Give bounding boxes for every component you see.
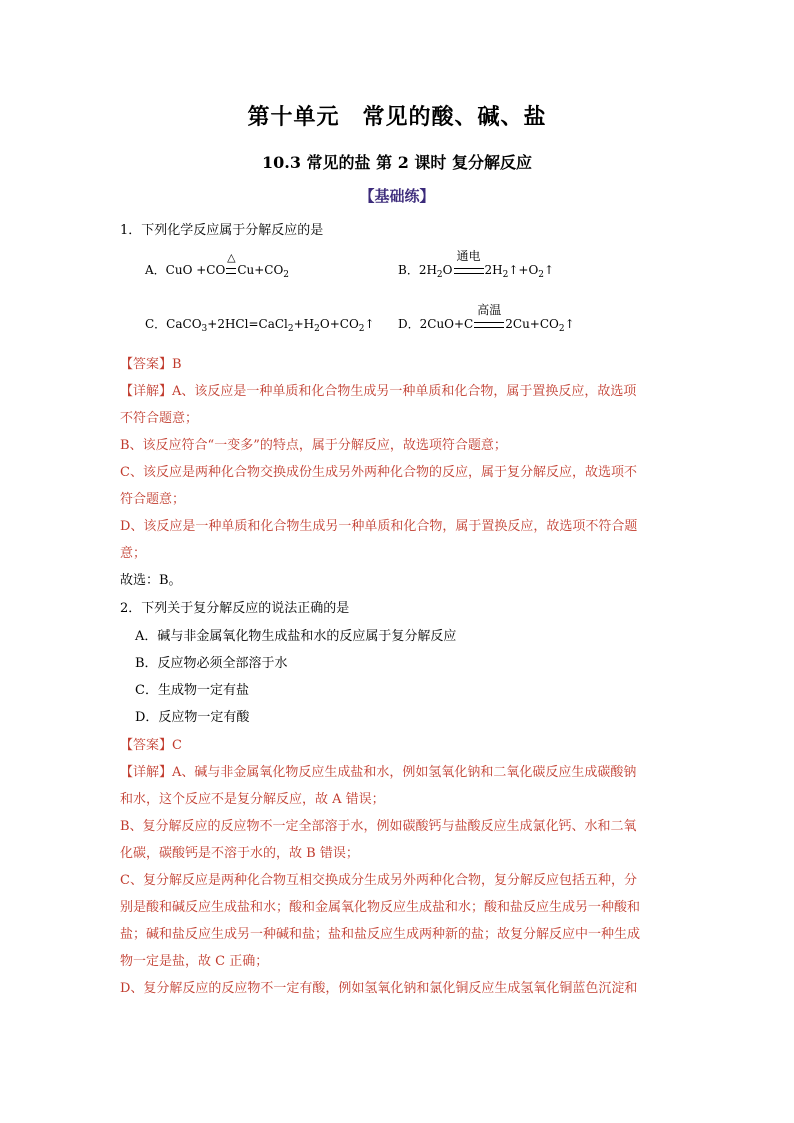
q1-detail-line: D、该反应是一种单质和化合物生成另一种单质和化合物，属于置换反应，故选项不符合题 [120, 519, 638, 534]
q1-detail-line: 意； [120, 546, 147, 561]
q1-conclusion: 故选：B。 [120, 573, 182, 588]
q2-detail-line: B、复分解反应的反应物不一定全部溶于水，例如碳酸钙与盐酸反应生成氯化钙、水和二氧 [120, 819, 637, 834]
q2-detail-line: 和水，这个反应不是复分解反应，故 A 错误； [120, 792, 385, 807]
page-title: 第十单元 常见的酸、碱、盐 [247, 104, 547, 130]
detail-label: 【详解】 [120, 765, 173, 780]
q1-detail-line: B、该反应符合“一变多”的特点，属于分解反应，故选项符合题意； [120, 438, 507, 453]
q2-detail-line: 【详解】A、碱与非金属氧化物反应生成盐和水，例如氢氧化钠和二氧化碳反应生成碳酸钠 [120, 765, 637, 780]
q1-option-d: D．2CuO+C 高温 $2Cu+CO_2↑$ [398, 303, 575, 334]
section-heading: 【基础练】 [359, 187, 435, 205]
q1-detail-line: 【详解】A、该反应是一种单质和化合物生成另一种单质和化合物，属于置换反应，故选项 [120, 384, 637, 399]
detail-label: 【详解】 [120, 384, 173, 399]
q1-option-c: C．$CaCO_3+2HCl=CaCl_2+H_2O+CO_2↑$ [145, 317, 375, 334]
q2-option-c: C．生成物一定有盐 [135, 683, 249, 698]
lesson-subtitle: 10.3 常见的盐 第 2 课时 复分解反应 [262, 153, 532, 172]
q2-option-b: B．反应物必须全部溶于水 [135, 656, 288, 671]
q2-detail-line: 化碳，碳酸钙是不溶于水的，故 B 错误； [120, 846, 359, 861]
q2-option-d: D．反应物一定有酸 [135, 710, 250, 725]
q1-option-b: B．$2H_2O$ 通电 $2H_2↑+O_2↑$ [398, 249, 555, 280]
q2-detail-line: D、复分解反应的反应物不一定有酸，例如氢氧化钠和氯化铜反应生成氢氧化铜蓝色沉淀和 [120, 981, 638, 996]
q1-option-a: A．CuO +CO △ $Cu+CO_2$ [145, 251, 290, 280]
q2-detail-line: 盐；碱和盐反应生成另一种碱和盐；盐和盐反应生成两种新的盐；故复分解反应中一种生成 [120, 927, 641, 942]
q2-option-a: A．碱与非金属氧化物生成盐和水的反应属于复分解反应 [135, 629, 457, 644]
q1-answer: 【答案】B [120, 357, 182, 372]
q2-detail-line: 物一定是盐，故 C 正确； [120, 954, 269, 969]
question-1-stem: 1．下列化学反应属于分解反应的是 [120, 223, 324, 238]
q1-detail-line: 符合题意； [120, 492, 186, 507]
q2-detail-line: 别是酸和碱反应生成盐和水；酸和金属氧化物反应生成盐和水；酸和盐反应生成另一种酸和 [120, 900, 641, 915]
q2-detail-line: C、复分解反应是两种化合物互相交换成分生成另外两种化合物，复分解反应包括五种，分 [120, 873, 637, 888]
q1-detail-line: 不符合题意； [120, 411, 199, 426]
q1-detail-line: C、该反应是两种化合物交换成份生成另外两种化合物的反应，属于复分解反应，故选项不 [120, 465, 637, 480]
question-2-stem: 2．下列关于复分解反应的说法正确的是 [120, 601, 350, 616]
q2-answer: 【答案】C [120, 738, 182, 753]
